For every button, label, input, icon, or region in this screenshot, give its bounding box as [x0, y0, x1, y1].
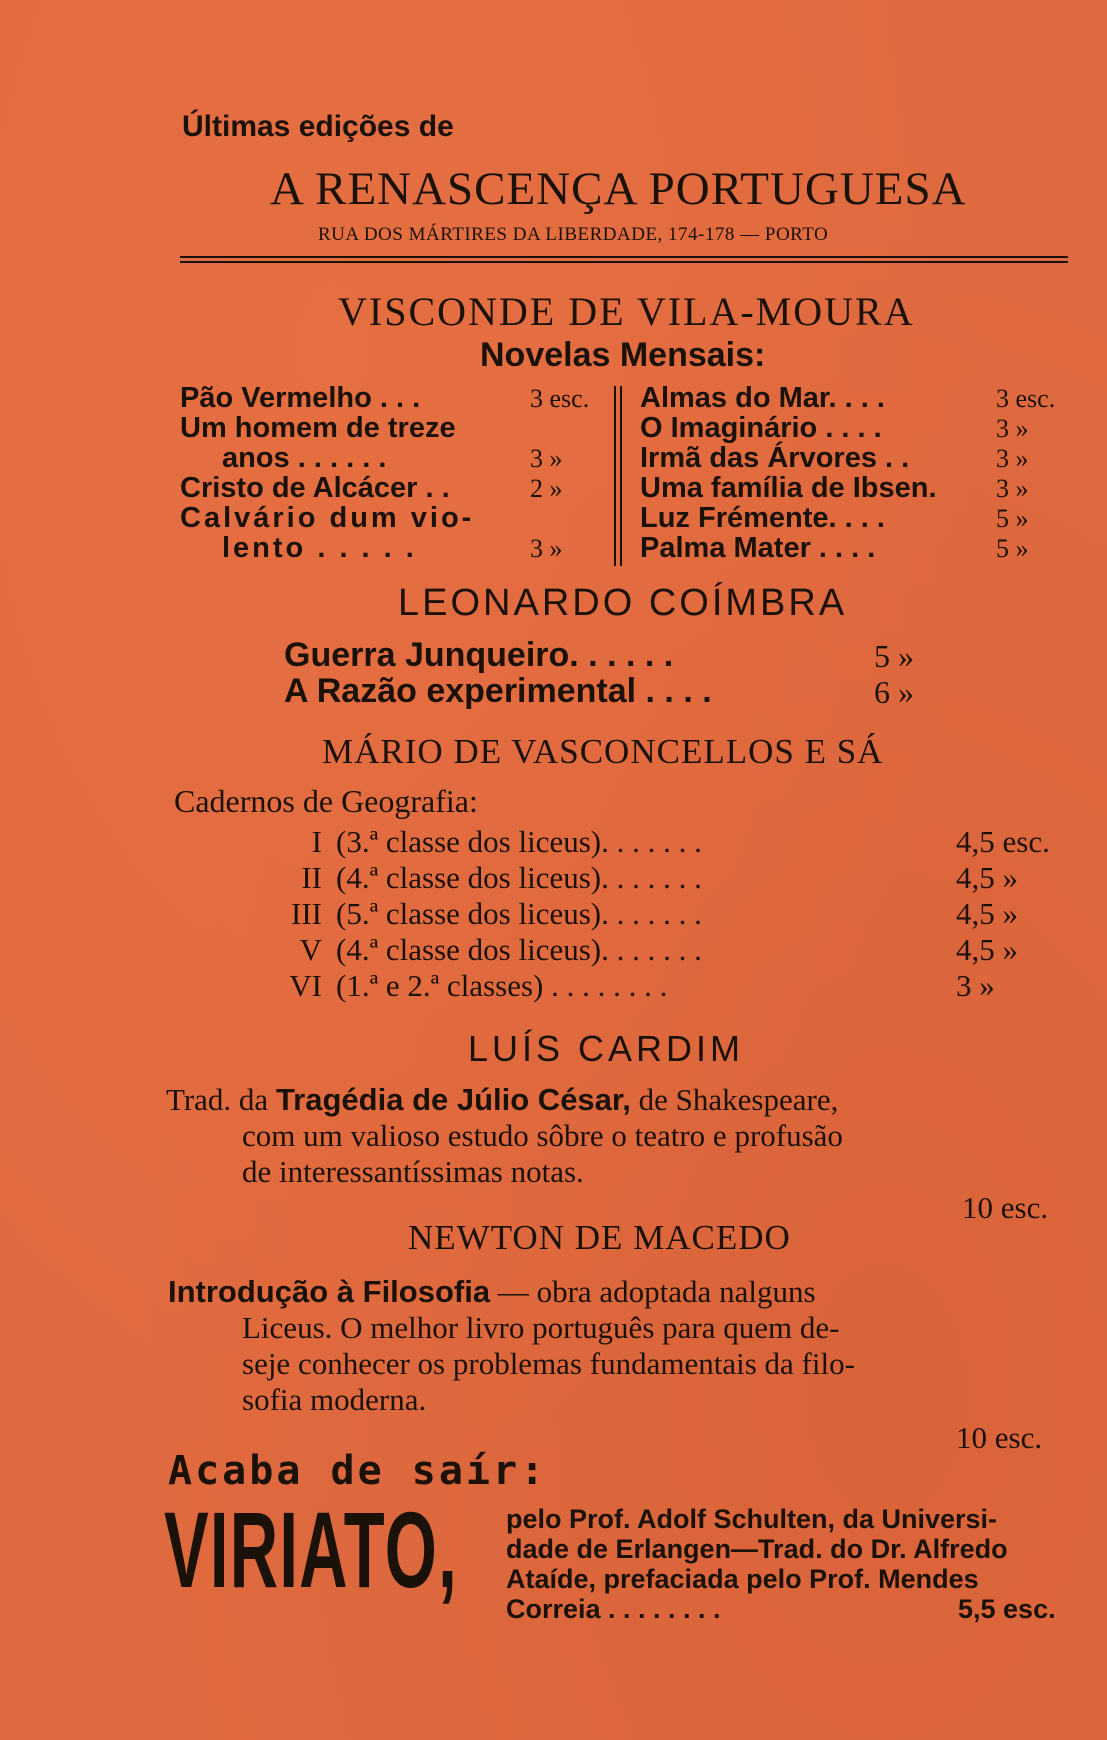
featured-description-line: dade de Erlangen—Trad. do Dr. Alfredo [506, 1534, 1008, 1564]
book-title: Cristo de Alcácer . . [180, 472, 450, 504]
author-vasconcellos: MÁRIO DE VASCONCELLOS E SÁ [322, 732, 884, 771]
description-line: sofia moderna. [242, 1382, 427, 1417]
volume-price: 4,5 esc. [956, 824, 1050, 859]
book-title: Pão Vermelho . . . [180, 382, 421, 414]
column-divider [614, 386, 616, 566]
featured-description-line: pelo Prof. Adolf Schulten, da Universi- [506, 1504, 998, 1534]
book-price: 10 esc. [956, 1420, 1043, 1455]
description-text: de Shakespeare, [630, 1082, 839, 1117]
description-line: seje conhecer os problemas fundamentais da filo- [242, 1346, 855, 1381]
book-title: Introdução à Filosofia [168, 1274, 491, 1309]
book-price: 5 » [996, 534, 1029, 563]
book-title: Palma Mater . . . . [640, 532, 876, 564]
book-price: 5 » [996, 504, 1029, 533]
book-title-continued: anos . . . . . . [222, 442, 387, 474]
volume-number: II [301, 860, 322, 895]
book-title: Almas do Mar. . . . [640, 382, 885, 414]
book-price: 5 » [874, 638, 914, 674]
publisher-name: A RENASCENÇA PORTUGUESA [270, 163, 967, 215]
volume-number: I [311, 824, 322, 859]
featured-price: 5,5 esc. [958, 1594, 1056, 1624]
book-title: Irmã das Árvores . . [640, 442, 910, 474]
book-title: O Imaginário . . . . [640, 412, 882, 444]
description-line: com um valioso estudo sôbre o teatro e profusão [242, 1118, 843, 1153]
featured-description-line: Correia . . . . . . . . [506, 1594, 721, 1624]
volume-number: VI [289, 968, 322, 1003]
description-line: de interessantíssimas notas. [242, 1154, 584, 1189]
header-rule-top [180, 256, 1068, 258]
book-price: 6 » [874, 674, 914, 710]
book-price: 10 esc. [962, 1190, 1049, 1225]
volume-price: 4,5 » [956, 896, 1018, 931]
book-title: Um homem de treze [180, 412, 456, 444]
author-coimbra: LEONARDO COÍMBRA [398, 582, 848, 624]
volume-description: (4.ª classe dos liceus). . . . . . . [336, 860, 702, 895]
featured-title: VIRIATO, [164, 1489, 458, 1610]
header-label: Últimas edições de [182, 110, 454, 143]
volume-description: (4.ª classe dos liceus). . . . . . . [336, 932, 702, 967]
book-price: 2 » [530, 474, 563, 503]
book-price: 3 » [996, 474, 1029, 503]
book-title: Uma família de Ibsen. [640, 472, 937, 504]
header-rule-bottom [180, 261, 1068, 263]
volume-price: 4,5 » [956, 860, 1018, 895]
description-text: — obra adoptada nalguns [490, 1274, 816, 1309]
author-macedo: NEWTON DE MACEDO [408, 1218, 791, 1257]
column-divider [620, 386, 622, 566]
book-title: Calvário dum vio- [180, 502, 475, 534]
description-line [166, 1082, 838, 1118]
description-line [168, 1274, 816, 1310]
author-cardim: LUÍS CARDIM [468, 1028, 745, 1069]
volume-price: 3 » [956, 968, 995, 1003]
volume-number: V [299, 932, 322, 967]
book-title: Luz Frémente. . . . [640, 502, 885, 534]
volume-description: (5.ª classe dos liceus). . . . . . . [336, 896, 702, 931]
book-price: 3 » [996, 414, 1029, 443]
book-title: A Razão experimental . . . . [284, 672, 712, 710]
description-line: Liceus. O melhor livro português para quem de- [242, 1310, 840, 1345]
section-subtitle: Novelas Mensais: [480, 336, 766, 374]
volume-description: (1.ª e 2.ª classes) . . . . . . . . [336, 968, 668, 1003]
series-title: Cadernos de Geografia: [174, 783, 478, 819]
description-prefix: Trad. da [166, 1082, 276, 1117]
book-title: Guerra Junqueiro. . . . . . [284, 636, 674, 674]
book-price: 3 esc. [996, 384, 1056, 413]
book-title-continued: lento . . . . . [222, 532, 417, 564]
volume-description: (3.ª classe dos liceus). . . . . . . [336, 824, 702, 859]
book-price: 3 esc. [530, 384, 590, 413]
book-title: Tragédia de Júlio César, [275, 1082, 631, 1117]
book-price: 3 » [530, 444, 563, 473]
volume-price: 4,5 » [956, 932, 1018, 967]
book-price: 3 » [996, 444, 1029, 473]
author-vila-moura: VISCONDE DE VILA-MOURA [338, 289, 915, 334]
featured-description-line: Ataíde, prefaciada pelo Prof. Mendes [506, 1564, 979, 1594]
book-price: 3 » [530, 534, 563, 563]
announcement-label: Acaba de saír: [168, 1448, 548, 1494]
publisher-address: RUA DOS MÁRTIRES DA LIBERDADE, 174-178 — PORTO [318, 224, 829, 245]
volume-number: III [291, 896, 322, 931]
